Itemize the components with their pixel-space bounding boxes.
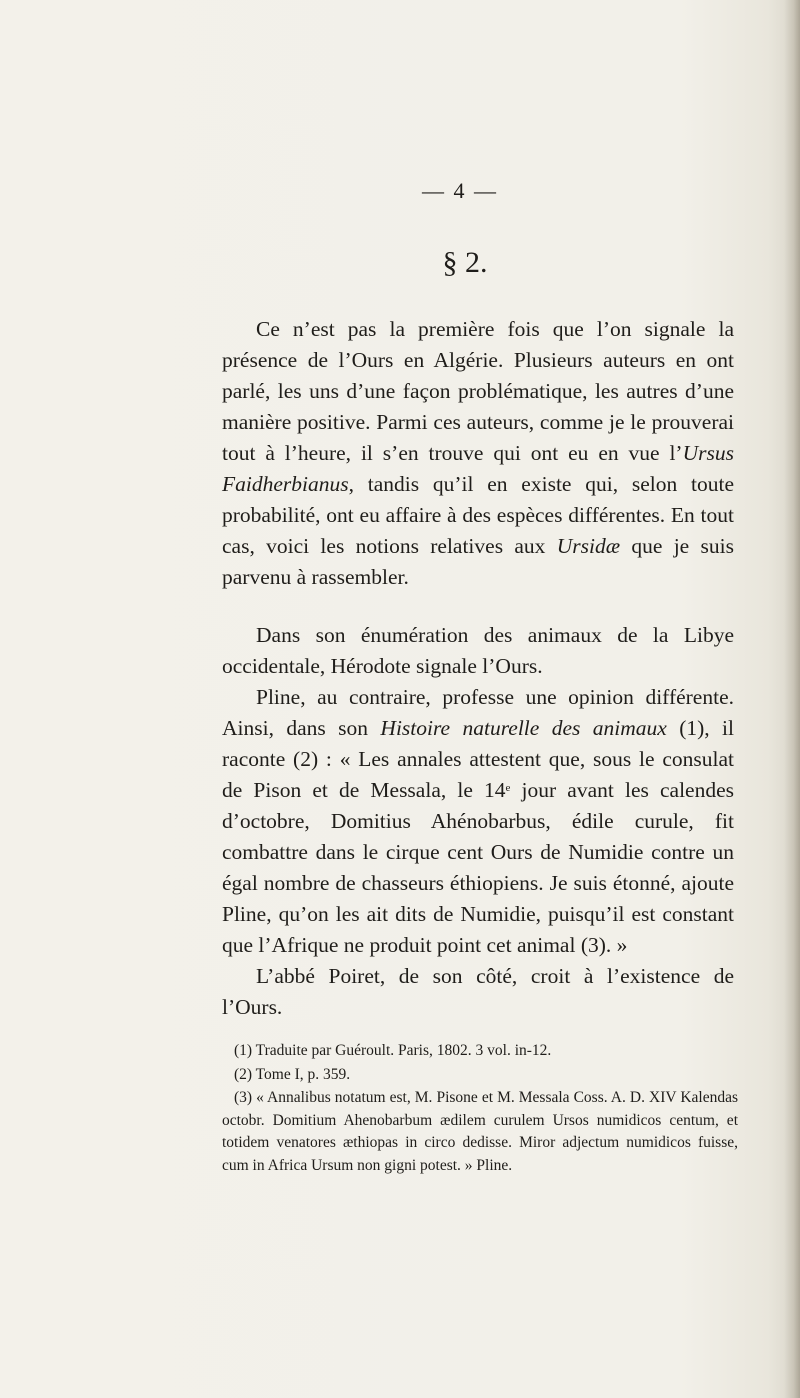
footnotes <box>222 1040 738 1178</box>
family-name-ursidae: Ursidæ <box>556 534 621 558</box>
book-title: Histoire naturelle des animaux <box>380 716 667 740</box>
body-text-block-1 <box>222 314 734 593</box>
species-name-ursus-faidherbianus: Ursus Faidherbianus <box>222 441 734 496</box>
section-heading: § 2. <box>442 246 488 279</box>
body-text-block-2 <box>222 620 734 1023</box>
paragraph-pline: Pline, au contraire, professe une opinion différente. Ainsi, dans son Histoire naturelle des animaux (1), il raconte (2) : « Les annales attestent que, sous le consulat de Pison et de Messala, le 14e jour avant les calendes d’octobre, Domitius Ahénobarbus, édile curule, fit combattre dans le cirque cent Ours de Numidie contre un égal nombre de chasseurs éthiopiens. Je suis étonné, ajoute Pline, qu’on les ait dits de Numidie, puisqu’il est constant que l’Afrique ne produit point cet animal (3). » <box>222 685 734 957</box>
footnote-2: (2) Tome I, p. 359. <box>234 1065 351 1083</box>
paragraph-herodote: Dans son énumération des animaux de la Libye occidentale, Hérodote signale l’Ours. <box>222 623 734 678</box>
footnote-3: (3) « Annalibus notatum est, M. Pisone et M. Messala Coss. A. D. XIV Kalendas octobr. Domitium Ahenobarbum ædilem curulem Ursos numidicos centum, et totidem venatores æthiopas in circo dedisse. Miror adjectum numidicos fuisse, cum in Africa Ursum non gigni potest. » Pline. <box>222 1089 738 1174</box>
paragraph-poiret: L’abbé Poiret, de son côté, croit à l’existence de l’Ours. <box>222 964 734 1019</box>
paragraph-intro: Ce n’est pas la première fois que l’on signale la présence de l’Ours en Algérie. Plusieurs auteurs en ont parlé, les uns d’une façon problématique, les autres d’une manière positive. Parmi ces auteurs, comme je le prouverai tout à l’heure, il s’en trouve qui ont eu en vue l’Ursus Faidherbianus, tandis qu’il en existe qui, selon toute probabilité, ont eu affaire à des espèces différentes. En tout cas, voici les notions relatives aux Ursidæ que je suis parvenu à rassembler. <box>222 317 734 589</box>
footnote-1: (1) Traduite par Guéroult. Paris, 1802. 3 vol. in-12. <box>234 1042 552 1059</box>
page-number: — 4 — <box>422 178 498 203</box>
page-edge-shadow <box>784 0 800 1398</box>
